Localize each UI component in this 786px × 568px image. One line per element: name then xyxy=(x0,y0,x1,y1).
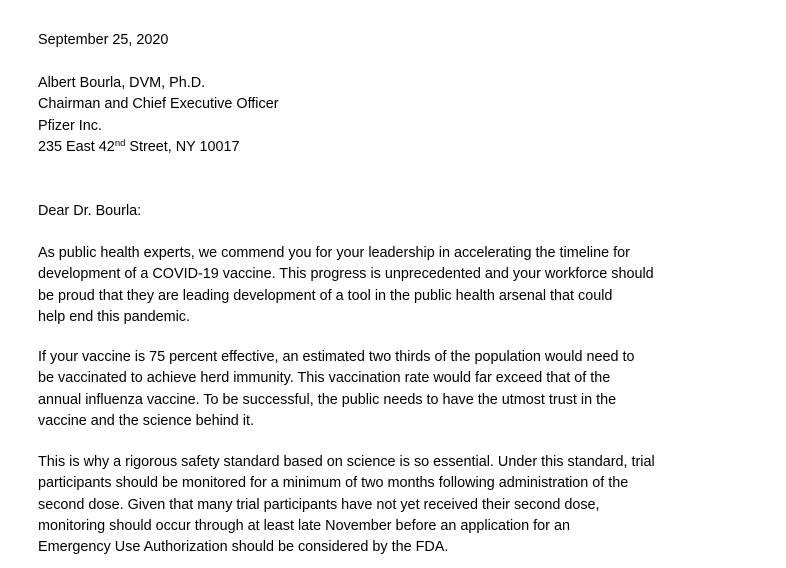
recipient-address-block xyxy=(38,73,279,158)
paragraph-line: be proud that they are leading development of a tool in the public health arsenal that could xyxy=(38,287,613,304)
paragraph-line: monitoring should occur through at least late November before an application for an xyxy=(38,517,570,534)
paragraph-line: As public health experts, we commend you for your leadership in accelerating the timeline for xyxy=(38,245,630,261)
recipient-name: Albert Bourla, DVM, Ph.D. xyxy=(38,75,206,91)
paragraph-line: be vaccinated to achieve herd immunity. This vaccination rate would far exceed that of the xyxy=(38,370,611,387)
paragraph-line: vaccine and the science behind it. xyxy=(38,412,255,429)
street-number: 235 East 42 xyxy=(38,138,115,155)
paragraph-line: If your vaccine is 75 percent effective, an estimated two thirds of the population would need to xyxy=(38,349,635,365)
recipient-title: Chairman and Chief Executive Officer xyxy=(38,96,279,113)
letter-date: September 25, 2020 xyxy=(38,32,169,48)
paragraph-line: participants should be monitored for a minimum of two months following administration of the xyxy=(38,475,629,492)
paragraph-safety-standard xyxy=(38,452,728,558)
paragraph-line: help end this pandemic. xyxy=(38,308,191,325)
paragraph-commendation xyxy=(38,243,728,328)
recipient-company: Pfizer Inc. xyxy=(38,117,102,134)
paragraph-line: annual influenza vaccine. To be successful, the public needs to have the utmost trust in the xyxy=(38,391,617,408)
recipient-street xyxy=(38,137,279,158)
paragraph-herd-immunity xyxy=(38,347,728,432)
paragraph-line: second dose. Given that many trial participants have not yet received their second dose, xyxy=(38,496,600,513)
street-rest: Street, NY 10017 xyxy=(125,138,240,155)
street-ordinal: nd xyxy=(114,137,126,149)
salutation: Dear Dr. Bourla: xyxy=(38,203,142,219)
paragraph-line: Emergency Use Authorization should be considered by the FDA. xyxy=(38,539,449,556)
paragraph-line: development of a COVID-19 vaccine. This progress is unprecedented and your workforce should xyxy=(38,266,654,283)
paragraph-line: This is why a rigorous safety standard based on science is so essential. Under this standard, trial xyxy=(38,454,655,470)
